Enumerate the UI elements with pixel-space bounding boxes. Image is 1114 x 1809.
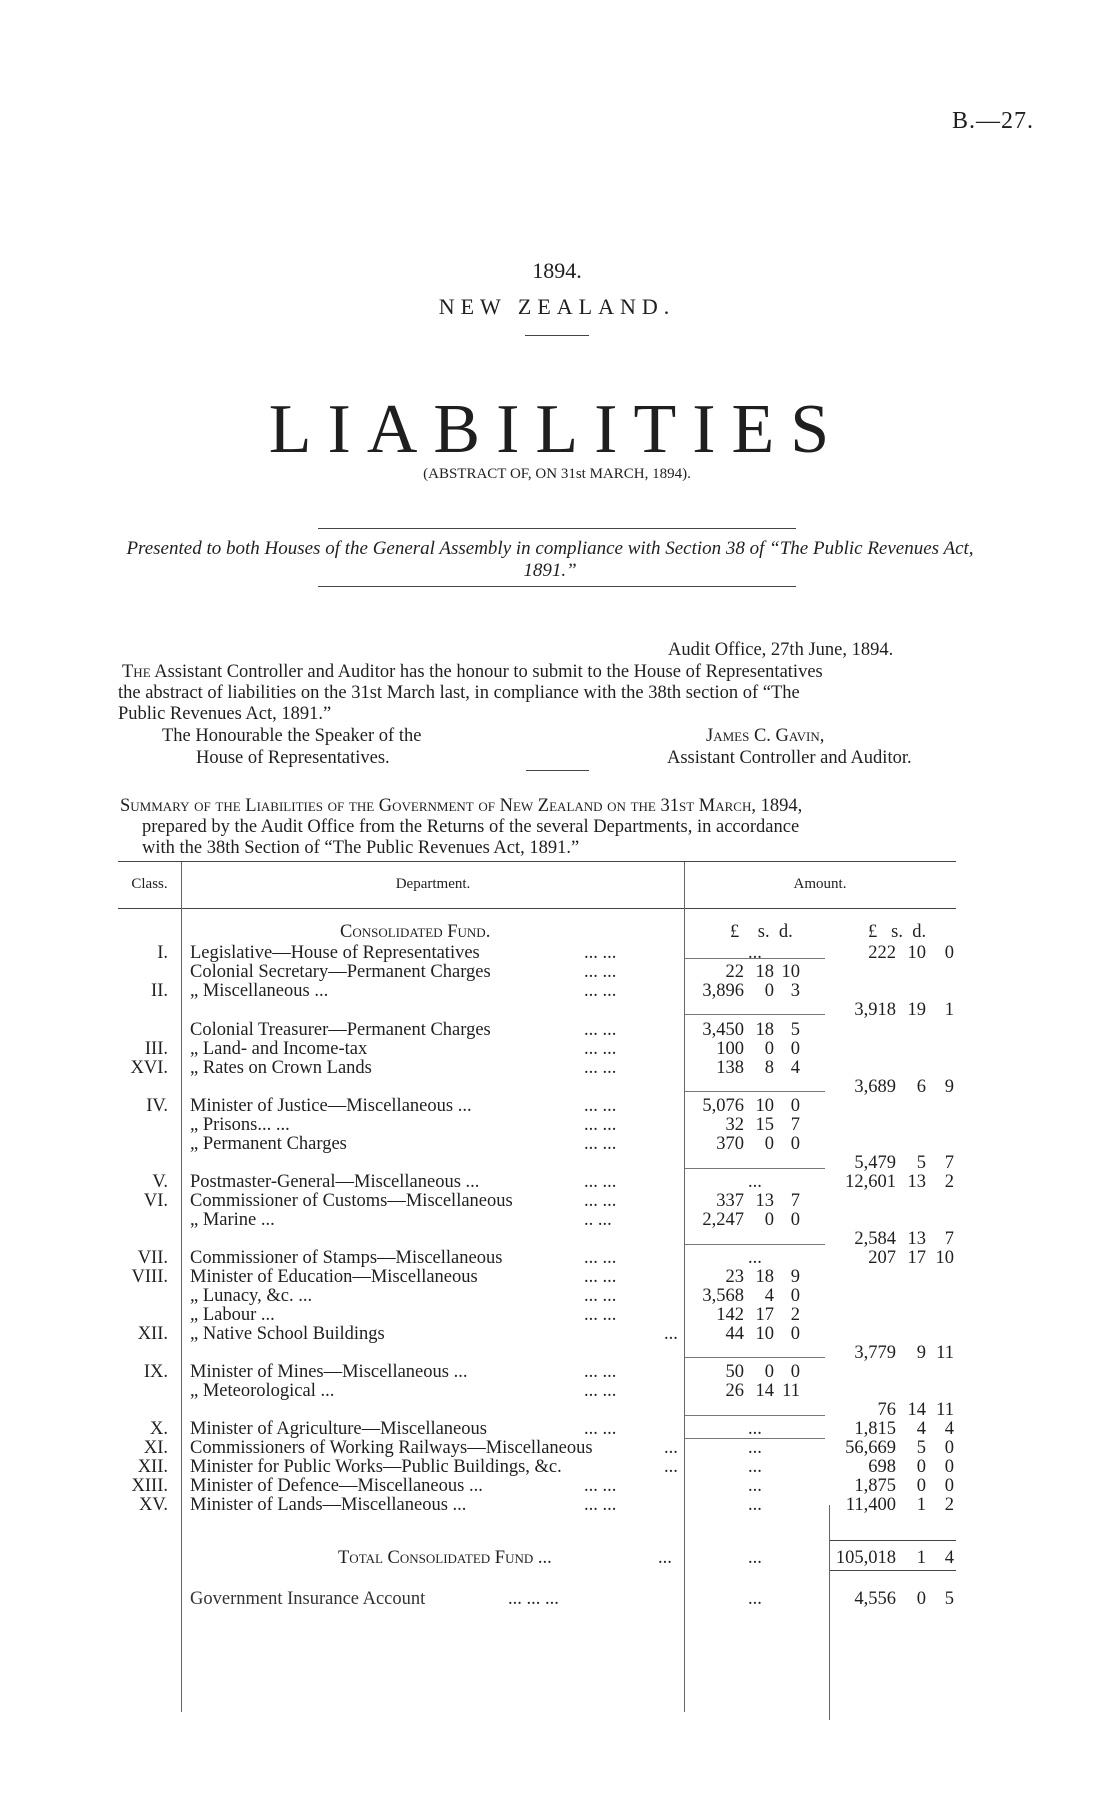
department-label: „ Permanent Charges bbox=[190, 1134, 347, 1154]
leader-dots: ... bbox=[664, 1438, 678, 1458]
department-label: „ Labour ... bbox=[190, 1305, 275, 1325]
amount-col1-shillings: 15 bbox=[755, 1115, 774, 1135]
summary-line-2: prepared by the Audit Office from the Returns of the several Departments, in accordance bbox=[142, 817, 800, 837]
amount-col2-shillings: 0 bbox=[916, 1476, 926, 1496]
class-number: VIII. bbox=[131, 1267, 168, 1287]
amount-col2-pence: 10 bbox=[935, 1248, 954, 1268]
class-number: V. bbox=[152, 1172, 168, 1192]
amount-col1-pence: 0 bbox=[790, 1096, 800, 1116]
department-label: Minister of Lands—Miscellaneous ... bbox=[190, 1495, 467, 1515]
leader-dots: ... ... bbox=[584, 1362, 617, 1382]
currency-l: £ bbox=[730, 922, 740, 942]
insurance-dots: ... ... ... bbox=[508, 1589, 559, 1609]
leader-dots: ... ... bbox=[584, 1381, 617, 1401]
amount-col2-shillings: 1 bbox=[916, 1495, 926, 1515]
table-col-rule-class bbox=[181, 862, 182, 1712]
amount-col1-pounds: 337 bbox=[716, 1191, 744, 1211]
subtotal-rule bbox=[685, 1014, 825, 1015]
department-label: „ Land- and Income-tax bbox=[190, 1039, 368, 1059]
amount-col2-pounds: 3,689 bbox=[854, 1077, 896, 1097]
amount-col1-shillings: 17 bbox=[755, 1305, 774, 1325]
class-number: VII. bbox=[137, 1248, 168, 1268]
page-reference: B.—27. bbox=[951, 108, 1034, 134]
letter-body-line-3: Public Revenues Act, 1891.” bbox=[118, 704, 332, 724]
amount-col1-dots: ... bbox=[748, 1438, 762, 1458]
amount-col1-pounds: 100 bbox=[716, 1039, 744, 1059]
amount-col1-pence: 0 bbox=[790, 1210, 800, 1230]
amount-col2-shillings: 10 bbox=[907, 943, 926, 963]
class-number: IX. bbox=[143, 1362, 168, 1382]
total-pounds: 105,018 bbox=[835, 1548, 896, 1568]
amount-col2-shillings: 13 bbox=[907, 1229, 926, 1249]
leader-dots: ... ... bbox=[584, 1134, 617, 1154]
class-number: XVI. bbox=[130, 1058, 168, 1078]
insurance-shillings: 0 bbox=[916, 1589, 926, 1609]
amount-col1-pence: 3 bbox=[790, 981, 800, 1001]
amount-col1-dots: ... bbox=[748, 943, 762, 963]
amount-col2-shillings: 0 bbox=[916, 1457, 926, 1477]
divider bbox=[318, 528, 796, 529]
currency-header-col2 bbox=[868, 922, 926, 943]
class-number: VI. bbox=[143, 1191, 168, 1211]
department-label: Colonial Secretary—Permanent Charges bbox=[190, 962, 491, 982]
amount-col2-pence: 11 bbox=[936, 1343, 954, 1363]
leader-dots: ... ... bbox=[584, 943, 617, 963]
department-label: Postmaster-General—Miscellaneous ... bbox=[190, 1172, 480, 1192]
amount-col1-pence: 0 bbox=[790, 1286, 800, 1306]
amount-col1-shillings: 0 bbox=[764, 1134, 774, 1154]
letter-body-line-1 bbox=[122, 662, 823, 683]
page-title: LIABILITIES bbox=[268, 391, 846, 468]
amount-col1-shillings: 8 bbox=[764, 1058, 774, 1078]
amount-col2-pence: 2 bbox=[944, 1495, 954, 1515]
amount-col1-pounds: 370 bbox=[716, 1134, 744, 1154]
amount-col2-pence: 2 bbox=[944, 1172, 954, 1192]
department-label: „ Marine ... bbox=[190, 1210, 275, 1230]
amount-col1-shillings: 10 bbox=[755, 1096, 774, 1116]
amount-col2-pence: 7 bbox=[944, 1229, 954, 1249]
leader-dots: ... ... bbox=[584, 1495, 617, 1515]
amount-col1-pounds: 3,568 bbox=[702, 1286, 744, 1306]
amount-col1-shillings: 0 bbox=[764, 981, 774, 1001]
class-number: III. bbox=[144, 1039, 168, 1059]
amount-col2-pence: 4 bbox=[944, 1419, 954, 1439]
amount-col2-pounds: 207 bbox=[868, 1248, 896, 1268]
amount-col2-pounds: 3,918 bbox=[854, 1000, 896, 1020]
amount-col1-shillings: 18 bbox=[755, 962, 774, 982]
amount-col2-pence: 0 bbox=[944, 1457, 954, 1477]
amount-col1-pounds: 5,076 bbox=[702, 1096, 744, 1116]
amount-col2-shillings: 17 bbox=[907, 1248, 926, 1268]
amount-col2-pounds: 1,815 bbox=[854, 1419, 896, 1439]
subtotal-rule bbox=[685, 1244, 825, 1245]
amount-col1-pounds: 26 bbox=[725, 1381, 744, 1401]
addressee-line-2: House of Representatives. bbox=[196, 748, 390, 768]
amount-col2-pounds: 76 bbox=[877, 1400, 896, 1420]
amount-col1-pounds: 138 bbox=[716, 1058, 744, 1078]
department-label: Minister for Public Works—Public Buildings, &c. bbox=[190, 1457, 562, 1477]
summary-line-1 bbox=[120, 796, 802, 817]
amount-col1-dots: ... bbox=[748, 1172, 762, 1192]
amount-col1-pence: 7 bbox=[790, 1115, 800, 1135]
amount-col1-shillings: 0 bbox=[764, 1039, 774, 1059]
divider bbox=[525, 335, 589, 336]
amount-col1-pence: 2 bbox=[790, 1305, 800, 1325]
currency-l: £ bbox=[868, 922, 878, 942]
subtotal-rule bbox=[685, 1091, 825, 1092]
amount-col1-pounds: 3,896 bbox=[702, 981, 744, 1001]
amount-col1-pounds: 22 bbox=[725, 962, 744, 982]
insurance-label: Government Insurance Account bbox=[190, 1589, 426, 1609]
amount-col1-pence: 9 bbox=[790, 1267, 800, 1287]
section-heading: Consolidated Fund. bbox=[340, 922, 491, 942]
table-top-rule bbox=[118, 861, 956, 862]
department-label: Minister of Agriculture—Miscellaneous bbox=[190, 1419, 487, 1439]
subtotal-rule bbox=[685, 1415, 825, 1416]
amount-col1-dots: ... bbox=[748, 1457, 762, 1477]
amount-col1-pence: 4 bbox=[790, 1058, 800, 1078]
leader-dots: ... ... bbox=[584, 981, 617, 1001]
divider bbox=[318, 586, 796, 587]
amount-col1-pence: 11 bbox=[782, 1381, 800, 1401]
leader-dots: ... ... bbox=[584, 1305, 617, 1325]
leader-dots: ... ... bbox=[584, 1058, 617, 1078]
letter-lead-word: The bbox=[122, 662, 151, 682]
amount-col1-shillings: 18 bbox=[755, 1020, 774, 1040]
amount-col2-shillings: 6 bbox=[916, 1077, 926, 1097]
amount-col1-pence: 7 bbox=[790, 1191, 800, 1211]
department-label: „ Meteorological ... bbox=[190, 1381, 335, 1401]
amount-col2-pounds: 3,779 bbox=[854, 1343, 896, 1363]
amount-col2-pence: 0 bbox=[944, 1438, 954, 1458]
amount-col2-shillings: 4 bbox=[916, 1419, 926, 1439]
amount-col1-pence: 0 bbox=[790, 1324, 800, 1344]
amount-col2-pounds: 698 bbox=[868, 1457, 896, 1477]
department-label: „ Native School Buildings bbox=[190, 1324, 385, 1344]
summary-line-3: with the 38th Section of “The Public Revenues Act, 1891.” bbox=[142, 838, 580, 858]
total-rule-bottom bbox=[830, 1570, 956, 1571]
letter-body-text-1: Assistant Controller and Auditor has the honour to submit to the House of Representatives bbox=[154, 662, 823, 682]
total-shillings: 1 bbox=[916, 1548, 926, 1568]
amount-col1-pounds: 142 bbox=[716, 1305, 744, 1325]
total-pence: 4 bbox=[944, 1548, 954, 1568]
leader-dots: .. ... bbox=[584, 1210, 612, 1230]
amount-col1-pence: 0 bbox=[790, 1362, 800, 1382]
subtotal-rule bbox=[685, 958, 825, 959]
total-label: Total Consolidated Fund ... bbox=[338, 1548, 552, 1568]
amount-col2-shillings: 5 bbox=[916, 1153, 926, 1173]
class-number: XII. bbox=[137, 1457, 168, 1477]
amount-col1-pence: 5 bbox=[790, 1020, 800, 1040]
amount-col1-pence: 0 bbox=[790, 1039, 800, 1059]
subtotal-rule bbox=[685, 1168, 825, 1169]
amount-col2-pounds: 56,669 bbox=[845, 1438, 896, 1458]
amount-col2-shillings: 5 bbox=[916, 1438, 926, 1458]
amount-col1-shillings: 13 bbox=[755, 1191, 774, 1211]
class-number: II. bbox=[151, 981, 168, 1001]
department-label: Commissioner of Stamps—Miscellaneous bbox=[190, 1248, 503, 1268]
leader-dots: ... ... bbox=[584, 1115, 617, 1135]
class-number: XV. bbox=[139, 1495, 168, 1515]
signatory-name: James C. Gavin, bbox=[706, 726, 825, 746]
amount-col1-pounds: 44 bbox=[725, 1324, 744, 1344]
leader-dots: ... ... bbox=[584, 1020, 617, 1040]
amount-col1-pounds: 2,247 bbox=[702, 1210, 744, 1230]
class-number: XIII. bbox=[131, 1476, 168, 1496]
country-heading: NEW ZEALAND. bbox=[438, 294, 676, 319]
amount-col1-dots: ... bbox=[748, 1419, 762, 1439]
amount-col2-pounds: 1,875 bbox=[854, 1476, 896, 1496]
table-header-rule bbox=[118, 908, 956, 909]
amount-col1-pence: 0 bbox=[790, 1134, 800, 1154]
currency-d: d. bbox=[912, 922, 927, 942]
amount-col2-shillings: 14 bbox=[907, 1400, 926, 1420]
divider bbox=[526, 770, 589, 771]
amount-col1-dots: ... bbox=[748, 1248, 762, 1268]
leader-dots: ... ... bbox=[584, 1039, 617, 1059]
amount-col1-pounds: 32 bbox=[725, 1115, 744, 1135]
total-col1-dots: ... bbox=[748, 1548, 762, 1568]
amount-col2-pence: 0 bbox=[944, 943, 954, 963]
leader-dots: ... ... bbox=[584, 962, 617, 982]
department-label: „ Prisons... ... bbox=[190, 1115, 290, 1135]
amount-col2-pounds: 2,584 bbox=[854, 1229, 896, 1249]
amount-col1-shillings: 0 bbox=[764, 1362, 774, 1382]
currency-s: s. bbox=[891, 922, 903, 942]
amount-col1-shillings: 18 bbox=[755, 1267, 774, 1287]
amount-col1-pounds: 23 bbox=[725, 1267, 744, 1287]
amount-col1-dots: ... bbox=[748, 1476, 762, 1496]
subtotal-rule bbox=[685, 1357, 825, 1358]
presented-note: Presented to both Houses of the General Assembly in compliance with Section 38 of “The Public Revenues Act, 1891.” bbox=[126, 538, 974, 581]
header-class: Class. bbox=[131, 876, 168, 892]
amount-col1-shillings: 4 bbox=[764, 1286, 774, 1306]
class-number: IV. bbox=[146, 1096, 168, 1116]
department-label: Minister of Defence—Miscellaneous ... bbox=[190, 1476, 483, 1496]
insurance-col1-dots: ... bbox=[748, 1589, 762, 1609]
total-dots: ... bbox=[658, 1548, 672, 1568]
amount-col2-pence: 9 bbox=[944, 1077, 954, 1097]
table-col-rule-total bbox=[829, 1505, 830, 1720]
amount-col1-pence: 10 bbox=[781, 962, 800, 982]
leader-dots: ... ... bbox=[584, 1096, 617, 1116]
department-label: „ Lunacy, &c. ... bbox=[190, 1286, 313, 1306]
amount-col2-pounds: 5,479 bbox=[854, 1153, 896, 1173]
leader-dots: ... bbox=[664, 1324, 678, 1344]
amount-col2-pence: 11 bbox=[936, 1400, 954, 1420]
document-year: 1894. bbox=[532, 258, 582, 283]
header-department: Department. bbox=[395, 876, 471, 892]
letter-dateline: Audit Office, 27th June, 1894. bbox=[668, 640, 894, 660]
amount-col2-pounds: 12,601 bbox=[845, 1172, 896, 1192]
class-number: X. bbox=[150, 1419, 168, 1439]
insurance-pence: 5 bbox=[944, 1589, 954, 1609]
amount-col2-pounds: 11,400 bbox=[845, 1495, 896, 1515]
department-label: Commissioner of Customs—Miscellaneous bbox=[190, 1191, 513, 1211]
department-label: „ Rates on Crown Lands bbox=[190, 1058, 372, 1078]
amount-col2-pence: 7 bbox=[944, 1153, 954, 1173]
amount-col1-shillings: 10 bbox=[755, 1324, 774, 1344]
class-number: I. bbox=[157, 943, 168, 963]
letter-body-line-2: the abstract of liabilities on the 31st March last, in compliance with the 38th section of “The bbox=[118, 683, 800, 703]
department-label: Colonial Treasurer—Permanent Charges bbox=[190, 1020, 491, 1040]
department-label: Minister of Justice—Miscellaneous ... bbox=[190, 1096, 472, 1116]
class-number: XI. bbox=[143, 1438, 168, 1458]
amount-col1-pounds: 50 bbox=[725, 1362, 744, 1382]
subtotal-rule bbox=[685, 1438, 825, 1439]
amount-col2-pence: 1 bbox=[944, 1000, 954, 1020]
leader-dots: ... ... bbox=[584, 1419, 617, 1439]
currency-s: s. bbox=[757, 922, 770, 942]
amount-col2-shillings: 13 bbox=[907, 1172, 926, 1192]
insurance-pounds: 4,556 bbox=[854, 1589, 896, 1609]
department-label: Minister of Mines—Miscellaneous ... bbox=[190, 1362, 468, 1382]
amount-col2-shillings: 9 bbox=[916, 1343, 926, 1363]
department-label: Minister of Education—Miscellaneous bbox=[190, 1267, 478, 1287]
addressee-line-1: The Honourable the Speaker of the bbox=[162, 726, 422, 746]
leader-dots: ... ... bbox=[584, 1172, 617, 1192]
department-label: Legislative—House of Representatives bbox=[190, 943, 480, 963]
total-rule-top bbox=[830, 1540, 956, 1541]
currency-header-col1 bbox=[730, 922, 793, 943]
amount-col1-shillings: 0 bbox=[764, 1210, 774, 1230]
page-subtitle: (ABSTRACT OF, ON 31st MARCH, 1894). bbox=[423, 466, 691, 482]
class-number: XII. bbox=[137, 1324, 168, 1344]
department-label: „ Miscellaneous ... bbox=[190, 981, 329, 1001]
amount-col2-pence: 0 bbox=[944, 1476, 954, 1496]
leader-dots: ... ... bbox=[584, 1476, 617, 1496]
leader-dots: ... bbox=[664, 1457, 678, 1477]
leader-dots: ... ... bbox=[584, 1191, 617, 1211]
leader-dots: ... ... bbox=[584, 1248, 617, 1268]
summary-line-1-text: Summary of the Liabilities of the Government of New Zealand on the 31st March, 1894, bbox=[120, 796, 803, 816]
leader-dots: ... ... bbox=[584, 1267, 617, 1287]
department-label: Commissioners of Working Railways—Miscellaneous bbox=[190, 1438, 593, 1458]
amount-col1-pounds: 3,450 bbox=[702, 1020, 744, 1040]
currency-d: d. bbox=[778, 922, 793, 942]
amount-col2-pounds: 222 bbox=[868, 943, 896, 963]
amount-col2-shillings: 19 bbox=[907, 1000, 926, 1020]
leader-dots: ... ... bbox=[584, 1286, 617, 1306]
amount-col1-dots: ... bbox=[748, 1495, 762, 1515]
header-amount: Amount. bbox=[793, 876, 847, 892]
signatory-title: Assistant Controller and Auditor. bbox=[667, 748, 912, 768]
amount-col1-shillings: 14 bbox=[755, 1381, 774, 1401]
